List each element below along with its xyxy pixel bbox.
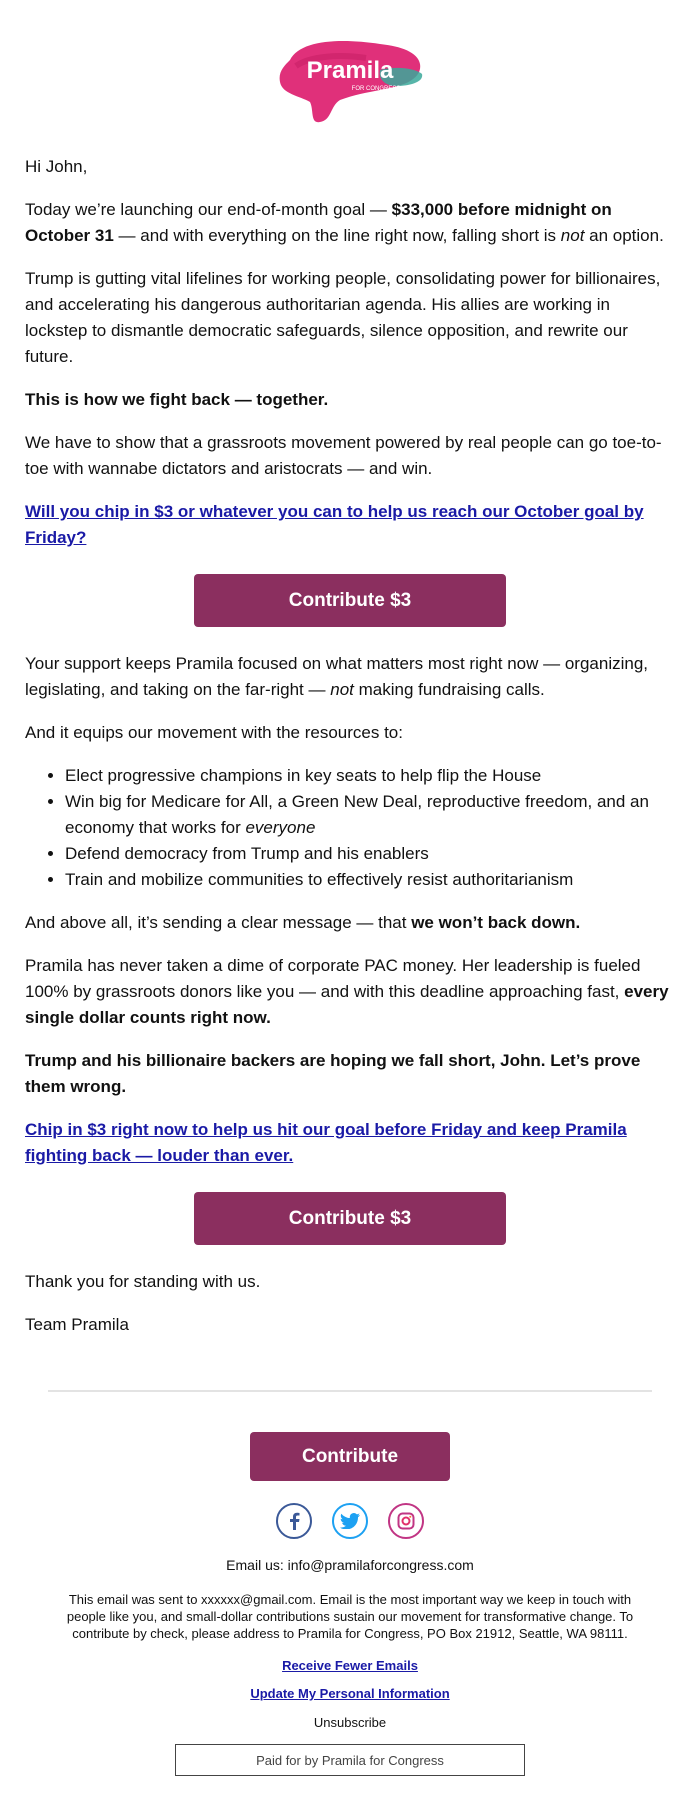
chip-in-link-1[interactable]: Will you chip in $3 or whatever you can to help us reach our October goal by Friday? <box>25 502 644 547</box>
contribute-button-footer[interactable]: Contribute <box>250 1432 450 1481</box>
legal-disclaimer: This email was sent to xxxxxx@gmail.com. Email is the most important way we keep in touch with people like you, and small-dollar contributions sustain our movement for transformative change. To contribute by check, please address to Pramila for Congress, PO Box 21912, Seattle, WA 98111. <box>66 1592 634 1641</box>
paragraph-grassroots: We have to show that a grassroots movement powered by real people can go toe-to-toe with wannabe dictators and aristocrats — and win. <box>25 433 662 478</box>
signature: Team Pramila <box>25 1315 129 1334</box>
list-item: • Train and mobilize communities to effectively resist authoritarianism <box>65 867 675 893</box>
paragraph-prove-wrong: Trump and his billionaire backers are hoping we fall short, John. Let’s prove them wrong. <box>25 1051 641 1096</box>
paid-for-disclaimer: Paid for by Pramila for Congress <box>175 1744 525 1776</box>
contact-email: Email us: info@pramilaforcongress.com <box>226 1557 474 1573</box>
twitter-icon[interactable] <box>332 1503 368 1539</box>
paragraph-trump: Trump is gutting vital lifelines for working people, consolidating power for billionaires, and accelerating his dangerous authoritarian agenda. His allies are working in lockstep to dismantle democratic safeguards, silence opposition, and rewrite our future. <box>25 269 661 366</box>
receive-fewer-emails-link[interactable]: Receive Fewer Emails <box>282 1658 418 1673</box>
list-item: • Win big for Medicare for All, a Green New Deal, reproductive freedom, and an economy that works for everyone <box>65 789 675 841</box>
greeting: Hi John, <box>25 157 88 176</box>
resources-list <box>25 763 675 893</box>
paragraph-link-1 <box>25 499 675 551</box>
paragraph-goal: Today we’re launching our end-of-month goal — $33,000 before midnight on October 31 — and with everything on the line right now, falling short is not an option. <box>25 200 664 245</box>
email-footer <box>0 1390 700 1776</box>
list-item: • Defend democracy from Trump and his enablers <box>65 841 675 867</box>
list-item: • Elect progressive champions in key seats to help flip the House <box>65 763 675 789</box>
paragraph-equips: And it equips our movement with the resources to: <box>25 723 403 742</box>
social-links <box>0 1503 700 1539</box>
update-info-link[interactable]: Update My Personal Information <box>250 1686 450 1701</box>
paragraph-clear-message: And above all, it’s sending a clear message — that we won’t back down. <box>25 913 581 932</box>
logo-wordmark: Pramila <box>306 57 394 84</box>
paragraph-fight-back: This is how we fight back — together. <box>25 390 329 409</box>
footer-divider <box>48 1390 652 1392</box>
contribute-3-button-2[interactable]: Contribute $3 <box>194 1192 506 1245</box>
facebook-icon[interactable] <box>276 1503 312 1539</box>
message-content <box>25 154 675 1355</box>
paragraph-corporate-pac: Pramila has never taken a dime of corporate PAC money. Her leadership is fueled 100% by grassroots donors like you — and with this deadline approaching fast, every single dollar counts right now. <box>25 956 669 1027</box>
contribute-3-button-1[interactable]: Contribute $3 <box>194 574 506 627</box>
thanks-line: Thank you for standing with us. <box>25 1272 261 1291</box>
paragraph-support: Your support keeps Pramila focused on what matters most right now — organizing, legislating, and taking on the far-right — not making fundraising calls. <box>25 654 649 699</box>
paragraph-link-2 <box>25 1117 675 1169</box>
pramila-logo[interactable] <box>270 30 430 126</box>
logo-subtitle: FOR CONGRESS <box>351 86 401 92</box>
unsubscribe-link[interactable]: Unsubscribe <box>313 1715 387 1730</box>
instagram-icon[interactable] <box>388 1503 424 1539</box>
chip-in-link-2[interactable]: Chip in $3 right now to help us hit our goal before Friday and keep Pramila fighting back — louder than ever. <box>25 1120 627 1165</box>
